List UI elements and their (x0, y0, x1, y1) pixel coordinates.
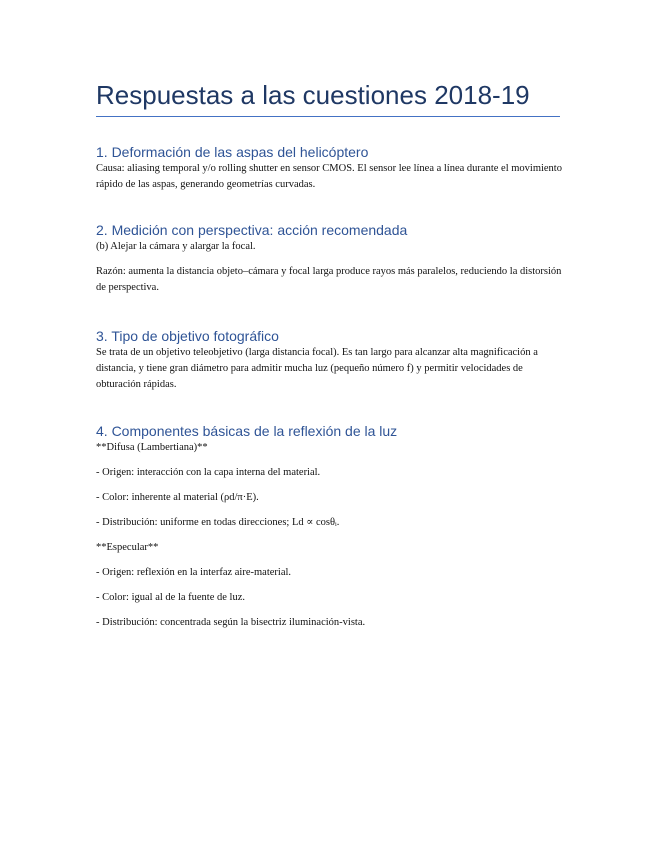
section-paragraph: - Origen: reflexión en la interfaz aire-material. (96, 567, 292, 578)
section-paragraph: Se trata de un objetivo teleobjetivo (larga distancia focal). Es tan largo para alcanzar alta magnificación a distancia, y tiene gran diámetro para admitir mucha luz (pequeño número f) y permitir velocidades de obturación rápidas. (96, 347, 538, 390)
section-paragraph: - Origen: interacción con la capa interna del material. (96, 467, 321, 478)
section-paragraph: **Especular** (96, 542, 159, 553)
section-heading: 2. Medición con perspectiva: acción recomendada (96, 222, 408, 238)
section-4 (96, 422, 566, 631)
section-paragraph: - Color: inherente al material (ρd/π·E). (96, 492, 259, 503)
section-paragraph: Razón: aumenta la distancia objeto–cámara y focal larga produce rayos más paralelos, reduciendo la distorsión de perspectiva. (96, 266, 562, 293)
section-paragraph: - Distribución: uniforme en todas direcciones; Ld ∝ cosθᵢ. (96, 517, 340, 528)
section-heading: 3. Tipo de objetivo fotográfico (96, 328, 279, 344)
page-title: Respuestas a las cuestiones 2018-19 (96, 80, 530, 110)
section-3 (96, 327, 566, 393)
title-underline (96, 116, 560, 117)
section-paragraph: **Difusa (Lambertiana)** (96, 442, 208, 453)
section-paragraph: Causa: aliasing temporal y/o rolling shutter en sensor CMOS. El sensor lee línea a línea durante el movimiento rápido de las aspas, generando geometrías curvadas. (96, 163, 562, 190)
section-paragraph: - Color: igual al de la fuente de luz. (96, 592, 245, 603)
section-heading: 1. Deformación de las aspas del helicóptero (96, 144, 369, 160)
section-paragraph: (b) Alejar la cámara y alargar la focal. (96, 241, 256, 252)
section-2 (96, 221, 566, 296)
section-1 (96, 143, 566, 193)
section-heading: 4. Componentes básicas de la reflexión de la luz (96, 423, 398, 439)
section-paragraph: - Distribución: concentrada según la bisectriz iluminación-vista. (96, 617, 366, 628)
